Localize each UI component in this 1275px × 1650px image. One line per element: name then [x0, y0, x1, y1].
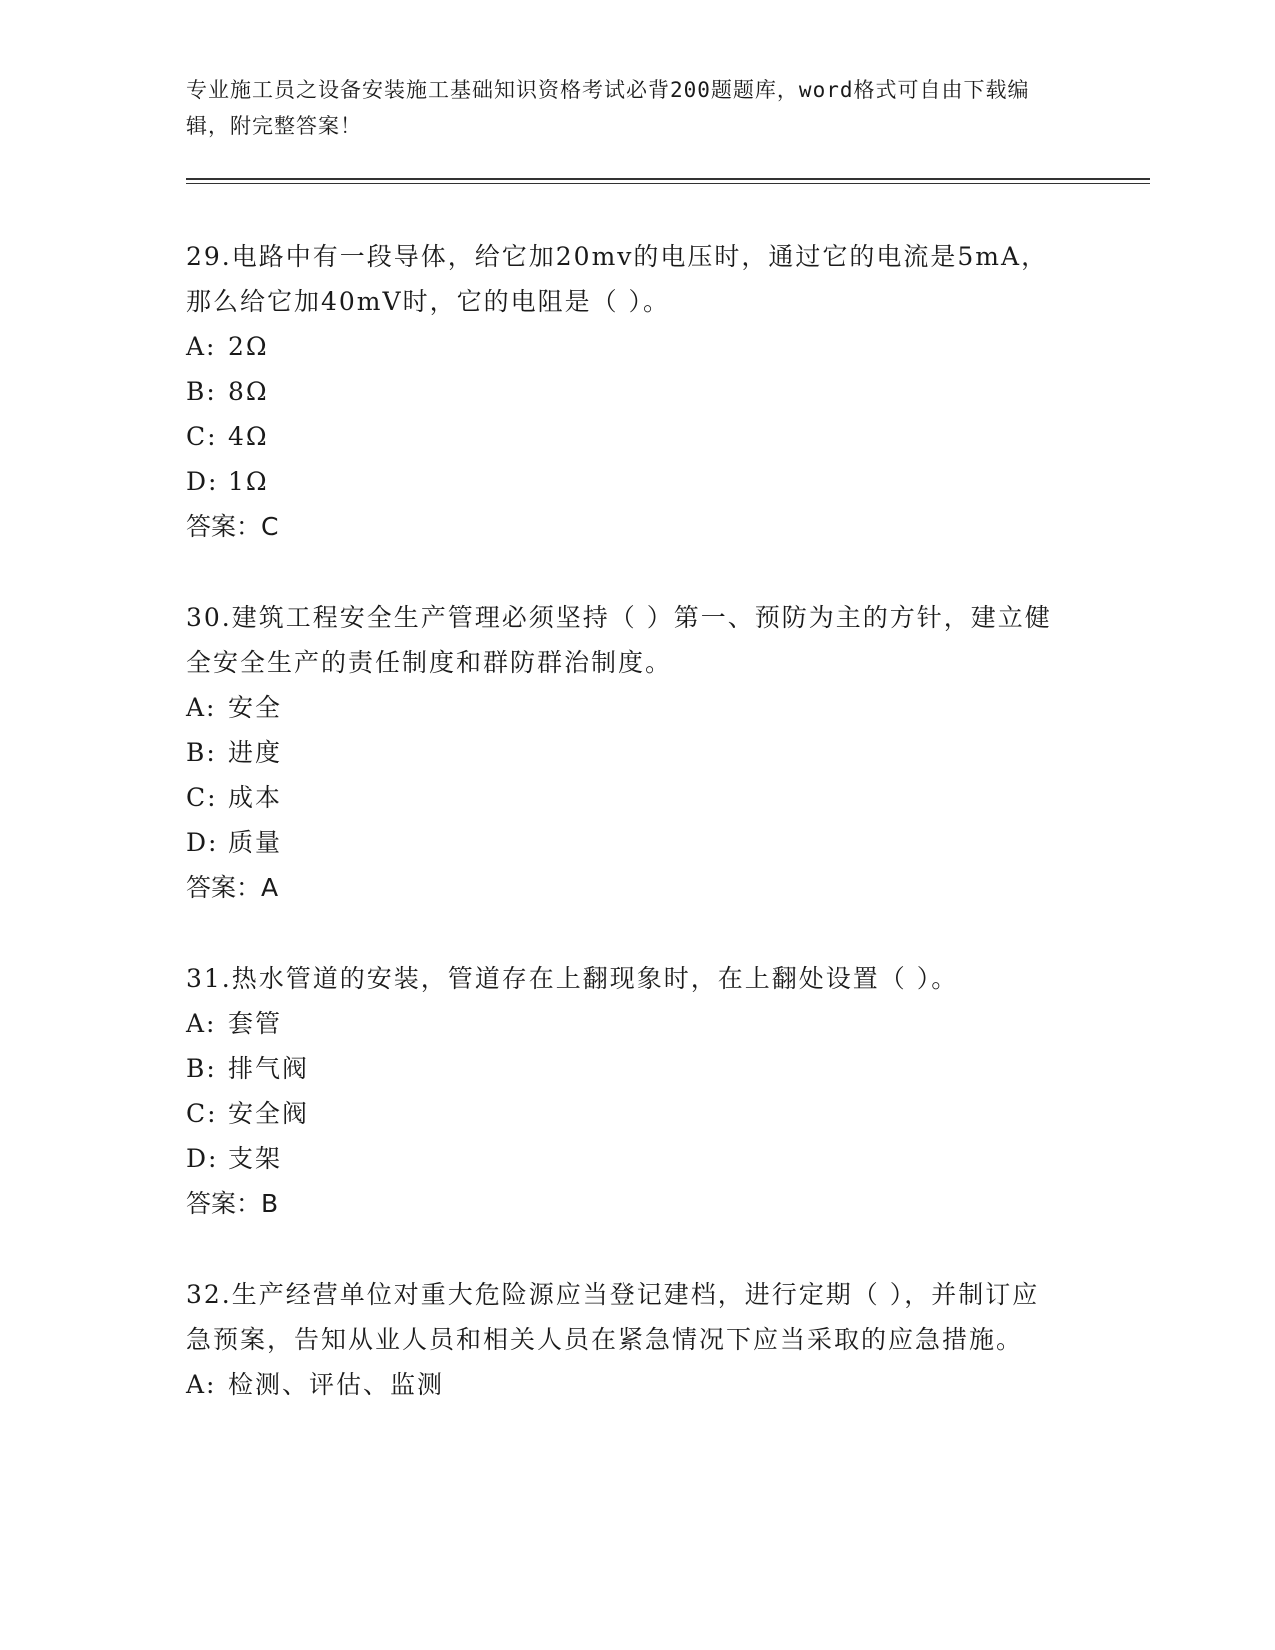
question-list	[186, 234, 1066, 1453]
option-letter: D:	[186, 467, 219, 496]
option-a	[186, 1362, 1066, 1407]
option-a	[186, 685, 1066, 730]
option-b	[186, 1046, 1066, 1091]
document-header	[186, 72, 1066, 144]
option-text: 8Ω	[228, 377, 269, 406]
option-letter: D:	[186, 1144, 219, 1173]
option-letter: C:	[186, 783, 218, 812]
question-stem: 32.生产经营单位对重大危险源应当登记建档，进行定期（ ），并制订应急预案，告知从业人员和相关人员在紧急情况下应当采取的应急措施。	[186, 1280, 1040, 1354]
question-32	[186, 1272, 1066, 1407]
option-letter: B:	[186, 738, 217, 767]
option-a	[186, 1001, 1066, 1046]
option-text: 进度	[228, 738, 283, 767]
answer-label: 答案：B	[186, 1189, 279, 1218]
option-text: 支架	[228, 1144, 283, 1173]
option-text: 1Ω	[228, 467, 269, 496]
option-d	[186, 820, 1066, 865]
option-text: 安全阀	[228, 1099, 310, 1128]
option-c	[186, 1091, 1066, 1136]
answer-label: 答案：C	[186, 512, 279, 541]
option-b	[186, 730, 1066, 775]
option-d	[186, 1136, 1066, 1181]
question-30	[186, 595, 1066, 910]
option-text: 4Ω	[228, 422, 269, 451]
option-text: 套管	[228, 1009, 283, 1038]
option-letter: A:	[186, 1009, 217, 1038]
option-text: 排气阀	[228, 1054, 310, 1083]
option-text: 检测、评估、监测	[228, 1370, 445, 1399]
option-letter: C:	[186, 1099, 218, 1128]
option-letter: B:	[186, 1054, 217, 1083]
option-letter: B:	[186, 377, 217, 406]
question-31	[186, 956, 1066, 1226]
option-text: 成本	[228, 783, 283, 812]
option-b	[186, 369, 1066, 414]
option-letter: A:	[186, 332, 217, 361]
question-stem: 30.建筑工程安全生产管理必须坚持（ ）第一、预防为主的方针，建立健全安全生产的责任制度和群防群治制度。	[186, 603, 1052, 677]
option-text: 2Ω	[228, 332, 269, 361]
option-text: 安全	[228, 693, 283, 722]
option-letter: D:	[186, 828, 219, 857]
question-stem: 29.电路中有一段导体，给它加20mv的电压时，通过它的电流是5mA，那么给它加40mV时，它的电阻是（ ）。	[186, 242, 1049, 316]
answer-label: 答案：A	[186, 873, 279, 902]
header-title: 专业施工员之设备安装施工基础知识资格考试必背200题题库，word格式可自由下载编辑，附完整答案！	[186, 78, 1030, 138]
option-letter: A:	[186, 693, 217, 722]
option-text: 质量	[228, 828, 283, 857]
header-divider-thin	[186, 183, 1150, 184]
option-letter: C:	[186, 422, 218, 451]
option-c	[186, 414, 1066, 459]
question-29	[186, 234, 1066, 549]
option-c	[186, 775, 1066, 820]
option-a	[186, 324, 1066, 369]
option-d	[186, 459, 1066, 504]
option-letter: A:	[186, 1370, 217, 1399]
question-stem: 31.热水管道的安装，管道存在上翻现象时，在上翻处设置（ ）。	[186, 964, 959, 993]
header-divider-thick	[186, 178, 1150, 180]
